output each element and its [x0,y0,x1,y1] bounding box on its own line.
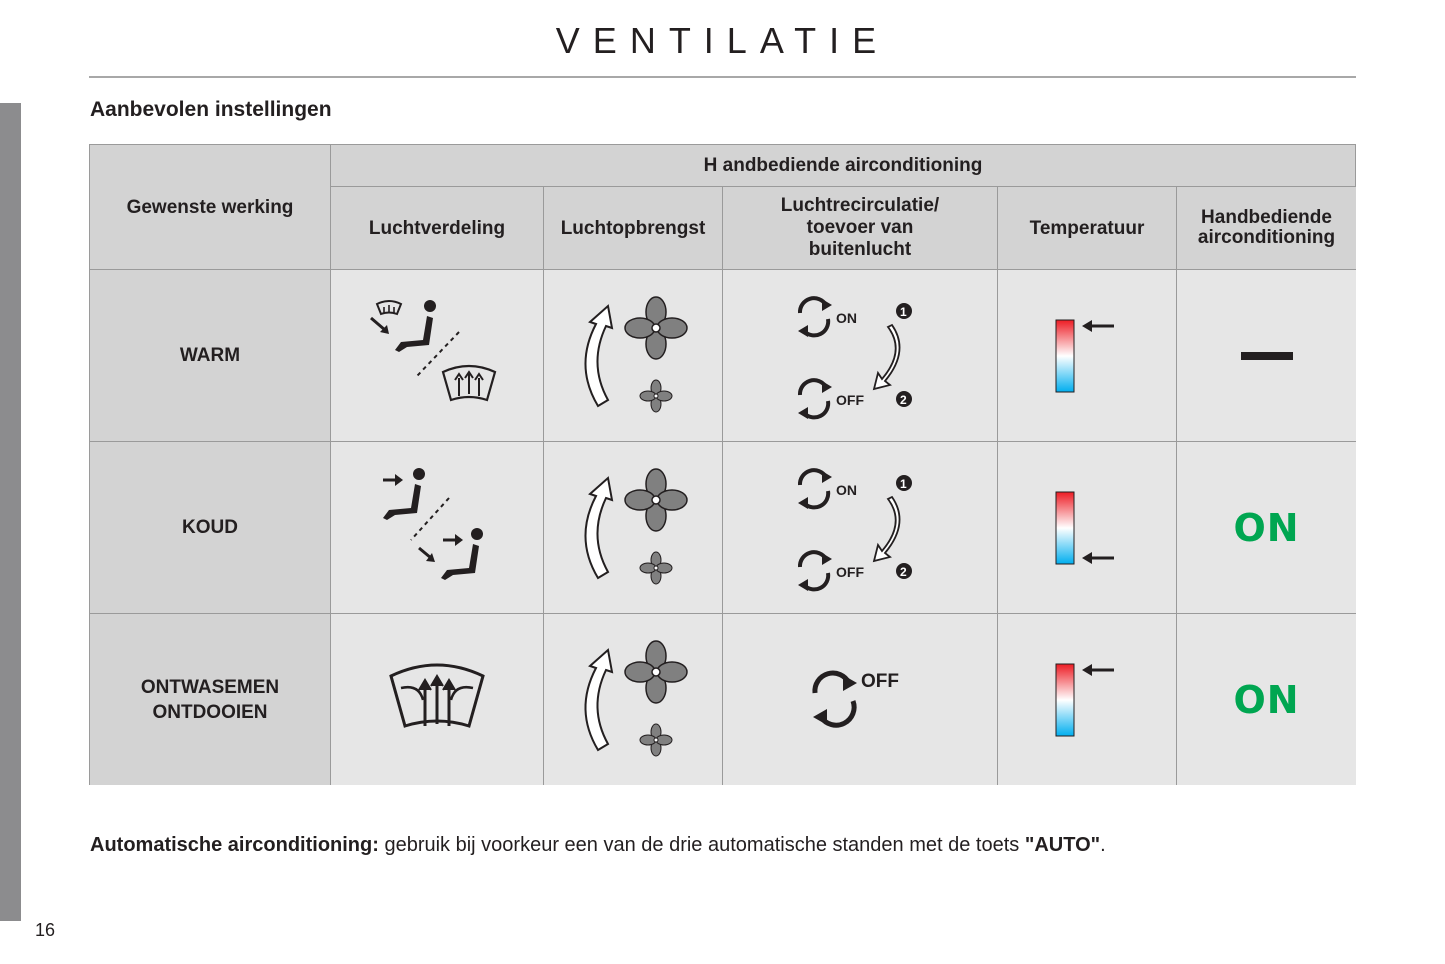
col-header-temperature [998,187,1177,270]
page-title: VENTILATIE [555,20,890,61]
recirc-off-label: OFF [836,391,864,408]
demist-temperature-cell [998,614,1177,785]
col-header-text: Luchtrecirculatie/ [780,195,940,216]
col-header-air-distribution [331,187,544,270]
section-subtitle: Aanbevolen instellingen [90,98,332,121]
col-header-text: Luchtverdeling [368,217,506,239]
cold-air-distribution-cell [331,442,544,614]
temperature-gauge-icon [1052,488,1122,568]
temperature-gauge-icon [1052,660,1122,740]
group-header [331,145,1356,187]
col-header-text: Handbediende [1201,207,1332,228]
row-label-text: ONTWASEMEN [140,676,280,698]
col-header-ac [1177,187,1356,270]
row-label-warm [90,270,331,442]
cold-temperature-cell [998,442,1177,614]
recirc-on-label: ON [836,481,857,498]
col-header-text: Temperatuur [1029,217,1145,239]
cold-air-flow-cell [544,442,723,614]
recirc-off-label: OFF [836,563,864,580]
col-header-recirculation [723,187,998,270]
page-number: 16 [35,920,56,940]
recirc-on-label: ON [836,309,857,326]
recirc-off-label: OFF [861,670,899,692]
row-label-text: WARM [179,345,241,366]
cold-recirculation-cell [723,442,998,614]
col-header-text: toevoer van [806,217,914,238]
demist-recirculation-cell [723,614,998,785]
step-two-badge: 2 [900,392,907,407]
step-two-badge: 2 [900,564,907,579]
demist-air-distribution-cell [331,614,544,785]
recirculation-on-off-icon [790,463,930,593]
fan-speed-icon [568,296,698,416]
ac-on-label: ON [1233,677,1300,722]
fan-speed-icon [568,640,698,760]
ac-on-label: ON [1233,505,1300,550]
row-label-demist [90,614,331,785]
col-header-air-flow [544,187,723,270]
warm-air-flow-cell [544,270,723,442]
row-header-title-text: Gewenste werking [126,196,294,218]
title-divider [89,76,1356,78]
row-label-text: KOUD [182,517,238,538]
ac-off-dash [1241,352,1293,360]
windscreen-demist-icon [387,660,487,740]
recirculation-on-off-icon [790,291,930,421]
row-label-cold [90,442,331,614]
fan-speed-icon [568,468,698,588]
col-header-text: airconditioning [1197,227,1336,248]
warm-temperature-cell [998,270,1177,442]
temperature-gauge-icon [1052,316,1122,396]
recirculation-off-icon [805,665,915,735]
warm-recirculation-cell [723,270,998,442]
row-label-text: ONTDOOIEN [152,701,268,723]
windscreen-and-feet-icon [367,296,507,416]
footnote-key: "AUTO" [1024,834,1101,856]
demist-air-flow-cell [544,614,723,785]
face-and-feet-vents-icon [377,468,497,588]
warm-ac-cell [1177,270,1356,442]
side-tab-bar [0,103,21,921]
row-header-title [90,145,331,270]
footnote [90,834,1106,857]
demist-ac-cell [1177,614,1356,785]
footnote-lead: Automatische airconditioning: [90,834,379,856]
step-one-badge: 1 [900,476,907,491]
cold-ac-cell [1177,442,1356,614]
col-header-text: buitenlucht [808,239,912,260]
settings-table [89,144,1356,785]
group-header-text: H andbediende airconditioning [703,155,983,176]
warm-air-distribution-cell [331,270,544,442]
footnote-end: . [1100,834,1106,856]
col-header-text: Luchtopbrengst [560,217,706,239]
step-one-badge: 1 [900,304,907,319]
footnote-text: gebruik bij voorkeur een van de drie automatische standen met de toets [378,834,1025,856]
